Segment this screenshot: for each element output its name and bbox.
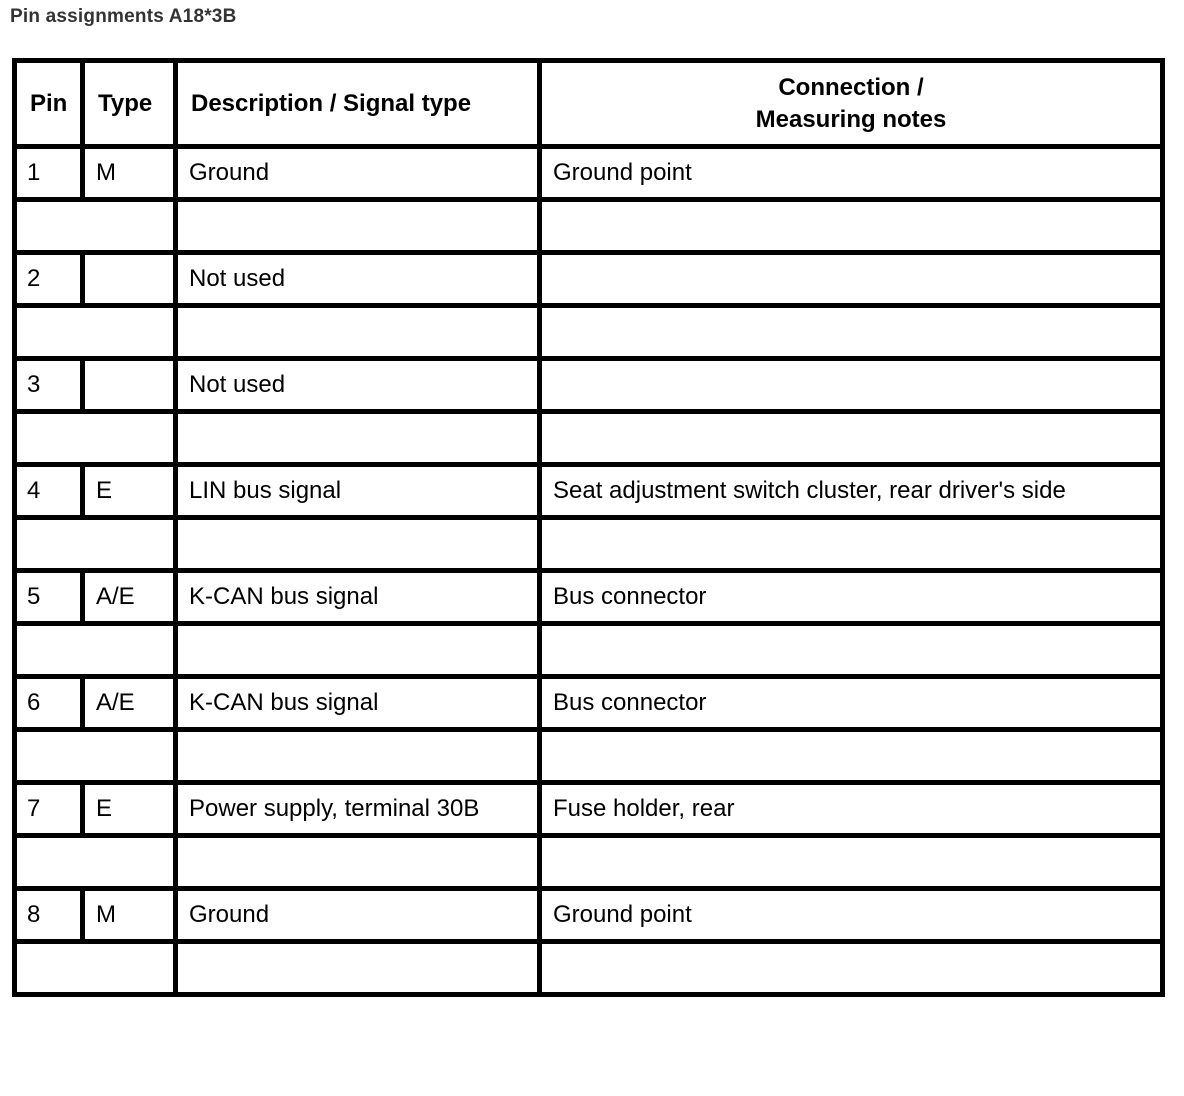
cell-pin: 7 (15, 783, 83, 836)
spacer-cell (540, 942, 1163, 995)
spacer-cell (540, 624, 1163, 677)
header-connection-line2: Measuring notes (755, 105, 947, 133)
table-row (15, 465, 1163, 518)
header-type: Type (83, 61, 176, 147)
header-pin: Pin (15, 61, 83, 147)
cell-type: M (83, 889, 176, 942)
spacer-cell (15, 518, 176, 571)
cell-type (83, 253, 176, 306)
table-row (15, 253, 1163, 306)
cell-description: Ground (176, 889, 540, 942)
cell-connection: Bus connector (540, 571, 1163, 624)
spacer-cell (540, 412, 1163, 465)
spacer-cell (540, 836, 1163, 889)
cell-connection: Bus connector (540, 677, 1163, 730)
spacer-cell (540, 730, 1163, 783)
cell-description: LIN bus signal (176, 465, 540, 518)
cell-pin: 6 (15, 677, 83, 730)
table-spacer-row (15, 518, 1163, 571)
table-row (15, 359, 1163, 412)
spacer-cell (15, 942, 176, 995)
cell-connection: Fuse holder, rear (540, 783, 1163, 836)
spacer-cell (176, 412, 540, 465)
cell-pin: 4 (15, 465, 83, 518)
table-spacer-row (15, 624, 1163, 677)
table-header-row (15, 61, 1163, 147)
header-connection (540, 61, 1163, 147)
cell-connection: Ground point (540, 147, 1163, 200)
spacer-cell (15, 624, 176, 677)
table-row (15, 147, 1163, 200)
table-spacer-row (15, 942, 1163, 995)
cell-pin: 5 (15, 571, 83, 624)
table-row (15, 677, 1163, 730)
cell-description: K-CAN bus signal (176, 571, 540, 624)
cell-connection: Seat adjustment switch cluster, rear driver's side (540, 465, 1163, 518)
spacer-cell (15, 306, 176, 359)
header-connection-line1: Connection / (778, 73, 924, 101)
cell-type: E (83, 465, 176, 518)
cell-connection: Ground point (540, 889, 1163, 942)
spacer-cell (176, 730, 540, 783)
table-spacer-row (15, 306, 1163, 359)
table-spacer-row (15, 836, 1163, 889)
spacer-cell (176, 306, 540, 359)
cell-description: K-CAN bus signal (176, 677, 540, 730)
cell-pin: 2 (15, 253, 83, 306)
spacer-cell (540, 200, 1163, 253)
spacer-cell (540, 306, 1163, 359)
table-spacer-row (15, 412, 1163, 465)
spacer-cell (15, 730, 176, 783)
cell-pin: 8 (15, 889, 83, 942)
cell-description: Power supply, terminal 30B (176, 783, 540, 836)
spacer-cell (176, 836, 540, 889)
pin-assignment-table (12, 58, 1165, 997)
cell-type: M (83, 147, 176, 200)
spacer-cell (176, 942, 540, 995)
spacer-cell (540, 518, 1163, 571)
spacer-cell (176, 518, 540, 571)
spacer-cell (15, 412, 176, 465)
cell-connection (540, 253, 1163, 306)
spacer-cell (176, 624, 540, 677)
cell-pin: 1 (15, 147, 83, 200)
cell-description: Not used (176, 253, 540, 306)
cell-connection (540, 359, 1163, 412)
table-spacer-row (15, 730, 1163, 783)
cell-type: A/E (83, 571, 176, 624)
cell-type: E (83, 783, 176, 836)
table-row (15, 571, 1163, 624)
table-row (15, 783, 1163, 836)
spacer-cell (176, 200, 540, 253)
header-description: Description / Signal type (176, 61, 540, 147)
spacer-cell (15, 836, 176, 889)
cell-type (83, 359, 176, 412)
cell-description: Not used (176, 359, 540, 412)
spacer-cell (15, 200, 176, 253)
page-title: Pin assignments A18*3B (10, 6, 237, 27)
cell-pin: 3 (15, 359, 83, 412)
cell-type: A/E (83, 677, 176, 730)
table-row (15, 889, 1163, 942)
table-spacer-row (15, 200, 1163, 253)
cell-description: Ground (176, 147, 540, 200)
